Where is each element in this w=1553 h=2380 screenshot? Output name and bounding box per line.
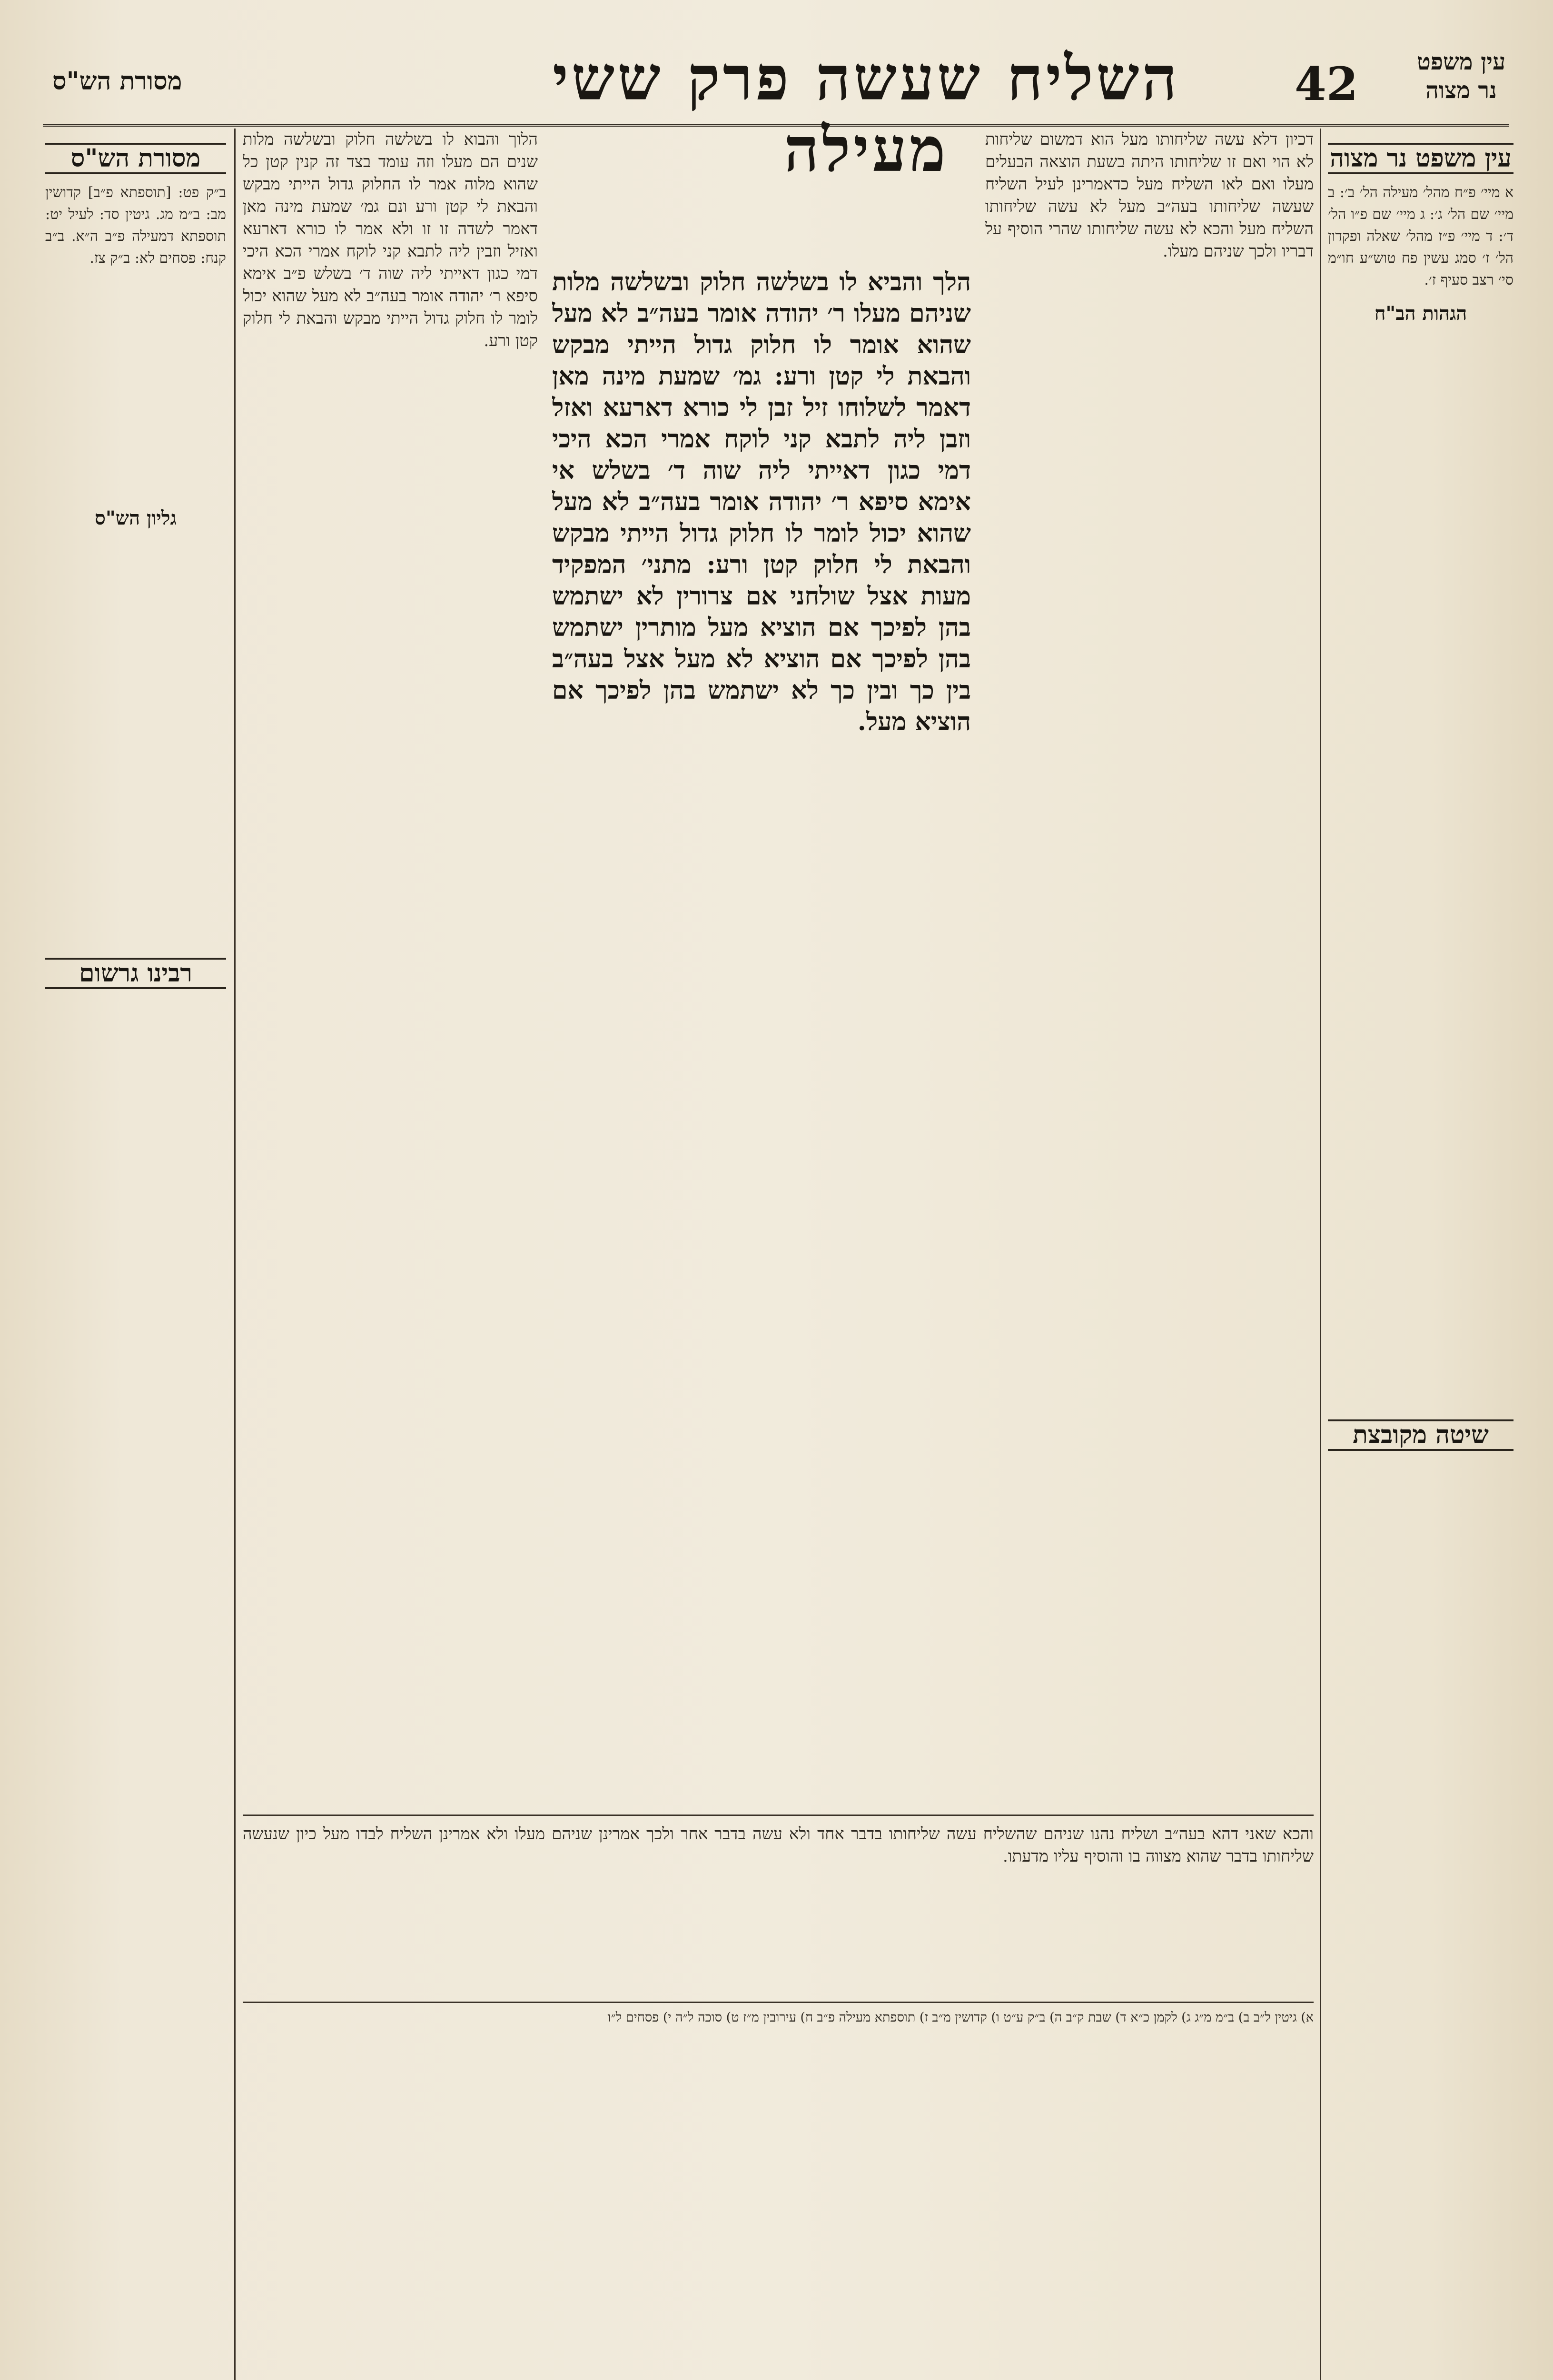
haggahot-heading: הגהות הב"ח: [1374, 302, 1467, 325]
divider-bottom-block: [243, 1815, 1314, 1816]
continuation-text: והכא שאני דהא בעה״ב ושליח נהנו שניהם שהשליח עשה שליחותו בדבר אחד ולא עשה בדבר אחר ולכך אמרינן שניהם מעלו ולא אמרינן השליח לבדו מעל כיון שנעשה שליחותו בדבר שהוא מצווה בו והוסיף עליו מדעתו.: [243, 1825, 1314, 1866]
divider-right: [1320, 129, 1321, 2380]
rashi-column: [243, 129, 538, 1809]
header-right-label: עין משפט נר מצוה: [1416, 49, 1506, 104]
page-title: השליח שעשה פרק ששי מעילה: [552, 43, 1180, 186]
gilyon-heading: גליון הש"ס: [95, 507, 177, 529]
shita-heading: שיטה מקובצת: [1328, 1419, 1513, 1451]
footnotes: [243, 2009, 1314, 2380]
page-number: 42: [1295, 57, 1358, 111]
tosafot-column: [985, 129, 1314, 1809]
footnotes-text: א) גיטין ל״ב ב) ב״מ מ״ג ג) לקמן כ״א ד) שבת ק״ב ה) ב״ק ע״ט ו) קדושין מ״ב ז) תוספתא מעילה פ״ב ח) עירובין מ״ז ט) סוכה ל״ה י) פסחים ל״ו: [607, 2010, 1314, 2025]
masoret-heading: מסורת הש"ס: [45, 143, 226, 174]
gemara-text: הלך והביא לו בשלשה חלוק ובשלשה מלות שניהם מעלו ר׳ יהודה אומר בעה״ב לא מעל שהוא אומר לו חלוק גדול הייתי מבקש והבאת לי קטן ורע: גמ׳ שמעת מינה מאן דאמר לשלוחו זיל זבן לי כורא דארעא ואזל וזבן ליה לתבא קני לוקח אמרי הכא היכי דמי כגון דאייתי ליה שוה ד׳ בשלש אי אימא סיפא ר׳ יהודה אומר בעה״ב לא מעל שהוא יכול לומר לו חלוק גדול הייתי מבקש והבאת לי חלוק קטן ורע: מתני׳ המפקיד מעות אצל שולחני אם צרורין לא ישתמש בהן לפיכך אם הוציא מעל מותרין ישתמש בהן לפיכך אם הוציא לא מעל אצל בעה״ב בין כך ובין כך לא ישתמש בהן לפיכך אם הוציא מעל.: [552, 268, 971, 736]
gemara-column: [552, 267, 971, 1138]
divider-footnotes: [243, 2002, 1314, 2003]
rashi-text: הלוך והבוא לו בשלשה חלוק ובשלשה מלות שנים הם מעלו וזה עומד בצד זה קנין קטן כל שהוא מלוה אמר לו החלוק גדול הייתי מבקש והבאת לי קטן ורע ונם גמ׳ שמעת מינה מאן דאמר לשדה זו זו ולא אמר לו כורא דארעא ואזיל וזבין ליה לתבא קני לוקח אמרי הכא היכי דמי כגון דאייתי ליה שוה ד׳ בשלש פ״ב אימא סיפא ר׳ יהודה אומר בעה״ב לא מעל שהוא יכול לומר לו חלוק גדול הייתי מבקש והבאת לי חלוק קטן ורע.: [243, 130, 538, 350]
ein-mishpat-heading: עין משפט נר מצוה: [1328, 143, 1513, 174]
divider-left: [234, 129, 236, 2380]
masoret-margin: [45, 129, 226, 2380]
ein-mishpat-margin: [1328, 129, 1513, 2380]
rabbenu-gershom-heading: רבינו גרשום: [45, 958, 226, 989]
ein-mishpat-text: א מיי׳ פ״ח מהל׳ מעילה הל׳ ב׳: ב מיי׳ שם הל׳ ג׳: ג מיי׳ שם פ״ו הל׳ ד׳: ד מיי׳ פ״ז מהל׳ שאלה ופקדון הל׳ ז׳ סמג עשין פח טוש״ע חו״מ סי׳ רצב סעיף ז׳.: [1328, 184, 1513, 288]
page-header: [43, 33, 1509, 186]
commentary-continuation: [243, 1823, 1314, 1994]
tosafot-text: דכיון דלא עשה שליחותו מעל הוא דמשום שליחות לא הוי ואם זו שליחותו היתה בשעת הוצאה הבעלים מעלו ואם לאו השליח מעל כדאמרינן לעיל השליח שעשה שליחותו בעה״ב מעל לא עשה שליחותו השליח מעל והכא לא עשה שליחותו שהרי הוסיף על דבריו ולכך שניהם מעלו.: [985, 130, 1314, 261]
masoret-text: ב״ק פט: [תוספתא פ״ב] קדושין מב: ב״מ מג. גיטין סד: לעיל יט: תוספתא דמעילה פ״ב ה״א. ב״ב קנח: פסחים לא: ב״ק צז.: [45, 184, 226, 267]
header-left-label: מסורת הש"ס: [52, 67, 182, 96]
